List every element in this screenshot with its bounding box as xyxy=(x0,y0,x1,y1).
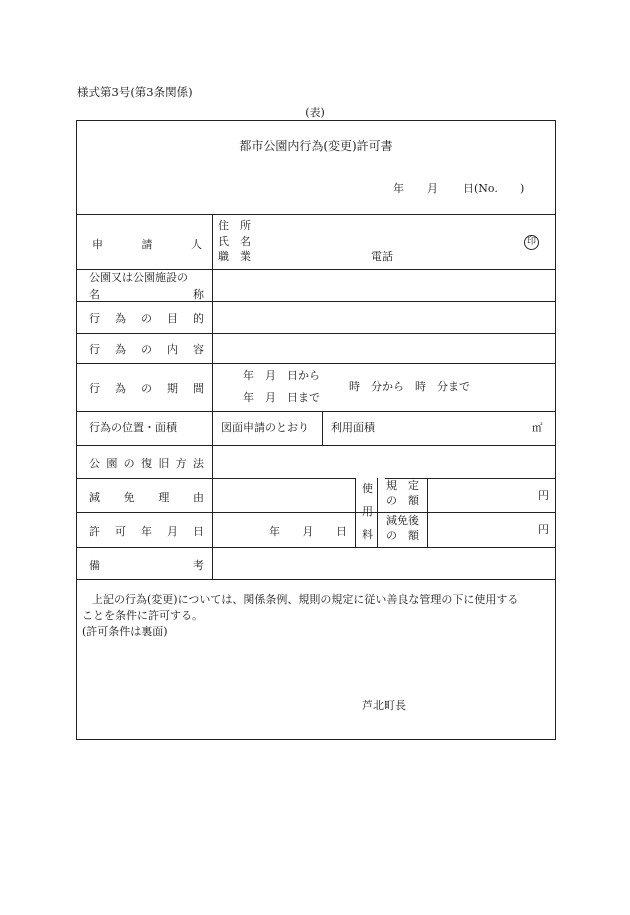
content-label: 行 為 の 内 容 xyxy=(89,343,204,356)
document-title: 都市公園内行為(変更)許可書 xyxy=(239,139,393,153)
exemption-label: 減 免 理 由 xyxy=(89,491,204,504)
location-label: 行為の位置・面積 xyxy=(89,421,177,434)
permit-date-label: 許 可 年 月 日 xyxy=(89,525,204,538)
fee-label-char: 料 xyxy=(362,528,373,541)
area-unit: ㎡ xyxy=(532,422,543,434)
row-divider xyxy=(77,478,355,479)
cell-divider xyxy=(355,478,356,547)
row-divider xyxy=(77,411,555,412)
permit-form xyxy=(76,120,556,740)
reduced-fee-label: 減免後 xyxy=(386,514,419,527)
conditions-note: (許可条件は裏面) xyxy=(82,625,168,638)
row-divider xyxy=(77,214,555,215)
issue-month: 月 xyxy=(427,182,438,195)
purpose-label: 行 為 の 目 的 xyxy=(89,312,204,325)
area-label: 利用面積 xyxy=(331,421,375,434)
row-divider xyxy=(77,363,555,364)
row-divider xyxy=(77,512,555,513)
permit-statement-line2: ことを条件に許可する。 xyxy=(82,609,203,622)
permit-date-value: 年 月 日 xyxy=(269,525,347,538)
issue-day-number: 日(No. xyxy=(463,182,498,195)
applicant-label: 申 請 人 xyxy=(92,238,202,251)
side-label: (表) xyxy=(305,106,325,119)
park-name-label-line2: 名 称 xyxy=(89,288,204,301)
cell-divider xyxy=(377,478,378,547)
row-divider xyxy=(77,333,555,334)
fee-label-char: 使 xyxy=(362,482,373,495)
period-label: 行 為 の 期 間 xyxy=(89,382,204,395)
issuer: 芦北町長 xyxy=(362,699,406,712)
row-divider xyxy=(77,445,555,446)
period-from: 年 月 日から xyxy=(243,369,320,382)
issue-year: 年 xyxy=(393,182,404,195)
fee-label-char: 用 xyxy=(362,505,373,518)
remarks-label: 備 考 xyxy=(89,559,204,572)
reduced-fee-currency: 円 xyxy=(538,523,549,536)
occupation-label: 職 業 xyxy=(218,250,251,263)
restoration-label: 公 園 の 復 旧 方 法 xyxy=(89,457,204,470)
phone-label: 電話 xyxy=(371,250,393,263)
regular-fee-label: 規 定 xyxy=(386,479,419,492)
reduced-fee-label-line2: の 額 xyxy=(386,529,419,542)
regular-fee-currency: 円 xyxy=(538,489,549,502)
cell-divider xyxy=(322,411,323,445)
row-divider xyxy=(77,579,555,580)
address-label: 住 所 xyxy=(218,219,251,232)
cell-divider xyxy=(427,478,428,547)
row-divider xyxy=(77,269,555,270)
regular-fee-label-line2: の 額 xyxy=(386,494,419,507)
permit-statement: 上記の行為(変更)については、関係条例、規則の規定に従い善良な管理の下に使用する xyxy=(92,593,519,606)
form-code: 様式第3号(第3条関係) xyxy=(77,85,193,99)
label-column-divider xyxy=(212,214,213,579)
name-label: 氏 名 xyxy=(218,235,251,248)
as-drawn-text: 図面申請のとおり xyxy=(221,421,309,434)
seal-mark: 印 xyxy=(524,235,539,250)
row-divider xyxy=(77,547,555,548)
park-name-label: 公園又は公園施設の xyxy=(89,271,188,284)
period-to: 年 月 日まで xyxy=(243,391,320,404)
period-time: 時 分から 時 分まで xyxy=(349,380,470,393)
number-close: ) xyxy=(520,182,525,195)
